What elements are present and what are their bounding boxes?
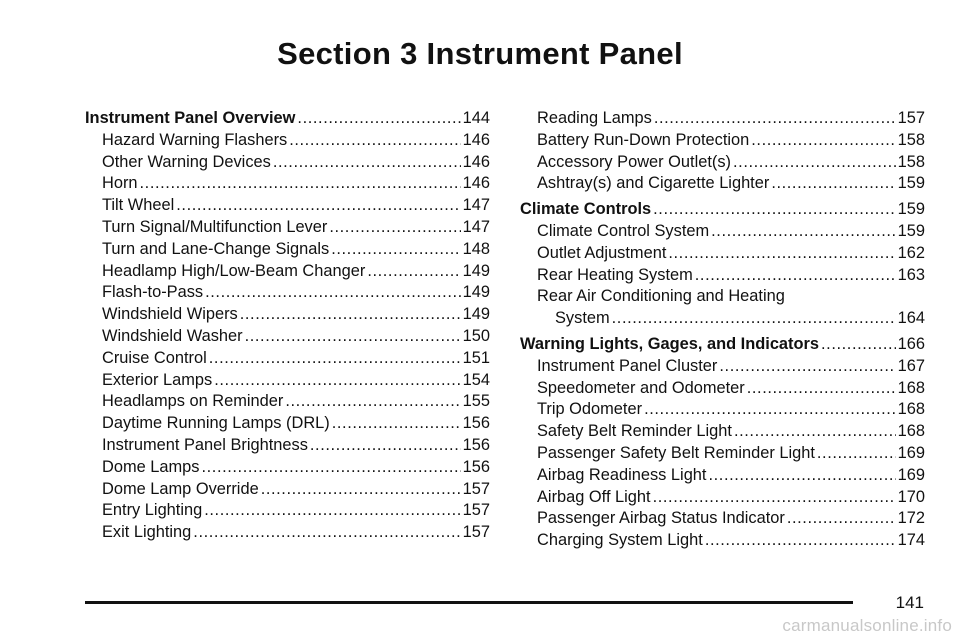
toc-leader-dots <box>733 152 896 174</box>
toc-right-column <box>520 108 925 552</box>
toc-entry <box>85 152 490 174</box>
toc-entry-page: 167 <box>897 356 925 375</box>
toc-entry-label: Instrument Panel Brightness <box>102 435 308 454</box>
toc-entry-page: 154 <box>462 370 490 389</box>
toc-leader-dots <box>209 348 461 370</box>
toc-entry <box>85 348 490 370</box>
toc-entry-label: Airbag Readiness Light <box>537 465 707 484</box>
toc-leader-dots <box>310 435 461 457</box>
toc-entry <box>520 130 925 152</box>
toc-entry-label: Horn <box>102 174 138 193</box>
toc-leader-dots <box>654 108 896 130</box>
toc-entry <box>85 479 490 501</box>
toc-entry <box>520 286 925 308</box>
toc-leader-dots <box>817 443 896 465</box>
toc-entry-label: Entry Lighting <box>102 501 203 520</box>
toc-entry <box>85 522 490 544</box>
toc-entry <box>85 457 490 479</box>
toc-entry <box>85 370 490 392</box>
toc-entry <box>520 443 925 465</box>
toc-leader-dots <box>176 195 460 217</box>
toc-entry <box>520 265 925 287</box>
toc-entry-page: 149 <box>462 305 490 324</box>
toc-entry <box>520 465 925 487</box>
toc-entry-label: Tilt Wheel <box>102 196 175 215</box>
toc-leader-dots <box>612 308 896 330</box>
toc-leader-dots <box>719 356 895 378</box>
toc-entry-page: 166 <box>897 334 925 353</box>
toc-entry-label: Turn and Lane-Change Signals <box>102 239 330 258</box>
toc-entry <box>85 217 490 239</box>
toc-entry-page: 150 <box>462 326 490 345</box>
toc-leader-dots <box>787 508 896 530</box>
toc-entry-label: Exit Lighting <box>102 523 192 542</box>
toc-leader-dots <box>653 199 895 221</box>
page-title: Section 3 Instrument Panel <box>277 36 683 71</box>
toc-leader-dots <box>705 530 896 552</box>
toc-entry <box>520 487 925 509</box>
toc-entry-label: Instrument Panel Cluster <box>537 356 718 375</box>
toc-leader-dots <box>245 326 461 348</box>
toc-entry-page: 169 <box>897 443 925 462</box>
toc-entry <box>85 195 490 217</box>
toc-entry-page: 157 <box>462 523 490 542</box>
toc-left-column <box>85 108 490 544</box>
toc-entry-page: 169 <box>897 465 925 484</box>
toc-leader-dots <box>708 465 895 487</box>
toc-leader-dots <box>653 487 896 509</box>
watermark: carmanualsonline.info <box>782 616 952 635</box>
toc-leader-dots <box>273 152 461 174</box>
toc-leader-dots <box>367 261 460 283</box>
toc-entry-page: 156 <box>462 414 490 433</box>
toc-leader-dots <box>214 370 460 392</box>
toc-entry <box>85 261 490 283</box>
toc-entry-page: 170 <box>897 487 925 506</box>
toc-entry-page: 146 <box>462 174 490 193</box>
toc-entry-page: 144 <box>462 109 490 127</box>
toc-leader-dots <box>331 239 460 261</box>
footer-rule <box>85 601 853 604</box>
toc-leader-dots <box>821 334 896 356</box>
toc-section-heading <box>520 334 925 356</box>
toc-entry <box>520 508 925 530</box>
toc-leader-dots <box>193 522 460 544</box>
toc-entry-label: Outlet Adjustment <box>537 243 667 262</box>
toc-leader-dots <box>329 217 460 239</box>
toc-section-heading <box>520 199 925 221</box>
toc-entry-label: Rear Heating System <box>537 265 693 284</box>
toc-section-heading <box>85 108 490 130</box>
toc-entry-page: 156 <box>462 435 490 454</box>
toc-entry <box>85 173 490 195</box>
toc-entry-page: 147 <box>462 196 490 215</box>
toc-leader-dots <box>261 479 461 501</box>
toc-entry-page: 147 <box>462 217 490 236</box>
toc-leader-dots <box>747 378 896 400</box>
toc-leader-dots <box>734 421 896 443</box>
toc-entry-label: Headlamps on Reminder <box>102 392 284 411</box>
toc-entry <box>520 308 925 330</box>
toc-entry-page: 159 <box>897 221 925 240</box>
toc-leader-dots <box>644 399 896 421</box>
toc-entry-label: Battery Run-Down Protection <box>537 130 750 149</box>
toc-entry-label: Flash-to-Pass <box>102 283 204 302</box>
toc-leader-dots <box>240 304 461 326</box>
toc-entry <box>520 152 925 174</box>
toc-entry <box>85 435 490 457</box>
toc-entry-label: Airbag Off Light <box>537 487 651 506</box>
toc-entry-label: Reading Lamps <box>537 109 652 127</box>
toc-leader-dots <box>695 265 896 287</box>
toc-entry-label: System <box>555 309 610 328</box>
toc-entry-page: 157 <box>897 109 925 127</box>
toc-entry-label: Warning Lights, Gages, and Indicators <box>520 334 820 353</box>
toc-entry-label: Windshield Washer <box>102 326 243 345</box>
toc-entry-label: Dome Lamp Override <box>102 479 259 498</box>
toc-entry-page: 157 <box>462 501 490 520</box>
toc-entry-label: Ashtray(s) and Cigarette Lighter <box>537 174 770 193</box>
toc-entry-label: Climate Controls <box>520 200 652 219</box>
toc-entry-label: Windshield Wipers <box>102 305 238 324</box>
toc-leader-dots <box>668 243 895 265</box>
toc-entry-label: Headlamp High/Low-Beam Changer <box>102 261 366 280</box>
toc-entry-label: Exterior Lamps <box>102 370 213 389</box>
toc-entry-label: Passenger Safety Belt Reminder Light <box>537 443 815 462</box>
toc-entry <box>520 378 925 400</box>
toc-entry <box>520 243 925 265</box>
toc-entry <box>85 282 490 304</box>
toc-entry-label: Speedometer and Odometer <box>537 378 745 397</box>
toc-entry-page: 149 <box>462 283 490 302</box>
toc-leader-dots <box>751 130 895 152</box>
toc-entry-label: Safety Belt Reminder Light <box>537 422 732 441</box>
toc-entry-label: Instrument Panel Overview <box>85 109 296 127</box>
toc-entry-page: 159 <box>897 174 925 193</box>
toc-entry-label: Other Warning Devices <box>102 152 271 171</box>
toc-leader-dots <box>289 130 460 152</box>
toc-leader-dots <box>285 391 460 413</box>
toc-leader-dots <box>711 221 895 243</box>
toc-entry <box>520 421 925 443</box>
toc-entry-page: 162 <box>897 243 925 262</box>
toc-entry-page: 164 <box>897 309 925 328</box>
toc-entry-page: 151 <box>462 348 490 367</box>
toc-entry-label: Charging System Light <box>537 531 703 550</box>
toc-entry-page: 146 <box>462 130 490 149</box>
toc-leader-dots <box>332 413 461 435</box>
toc-entry-page: 163 <box>897 265 925 284</box>
toc-entry-page: 149 <box>462 261 490 280</box>
toc-entry-page: 148 <box>462 239 490 258</box>
toc-leader-dots <box>297 108 460 130</box>
toc-entry-label: Cruise Control <box>102 348 207 367</box>
toc-entry <box>520 221 925 243</box>
toc-leader-dots <box>204 500 460 522</box>
toc-entry-label: Accessory Power Outlet(s) <box>537 152 732 171</box>
toc-entry-page: 174 <box>897 531 925 550</box>
toc-entry <box>85 413 490 435</box>
toc-entry-page: 168 <box>897 422 925 441</box>
toc-entry <box>520 173 925 195</box>
toc-entry <box>520 356 925 378</box>
toc-entry-page: 172 <box>897 509 925 528</box>
toc-entry-page: 159 <box>897 200 925 219</box>
toc-entry-page: 155 <box>462 392 490 411</box>
toc-entry <box>520 399 925 421</box>
toc-entry <box>85 130 490 152</box>
toc-leader-dots <box>205 282 461 304</box>
toc-entry-label: Trip Odometer <box>537 400 643 419</box>
toc-entry <box>85 304 490 326</box>
toc-entry-page: 157 <box>462 479 490 498</box>
toc-leader-dots <box>201 457 460 479</box>
toc-entry <box>85 391 490 413</box>
toc-entry <box>85 326 490 348</box>
toc-entry-page: 158 <box>897 152 925 171</box>
toc-entry-page: 158 <box>897 130 925 149</box>
toc-entry-label: Turn Signal/Multifunction Lever <box>102 217 328 236</box>
toc-leader-dots <box>140 173 461 195</box>
toc-entry-page: 168 <box>897 400 925 419</box>
page-number: 141 <box>895 593 924 612</box>
toc-entry <box>85 500 490 522</box>
toc-entry-page: 146 <box>462 152 490 171</box>
toc-entry-label: Climate Control System <box>537 221 710 240</box>
toc-entry-label: Hazard Warning Flashers <box>102 130 288 149</box>
toc-entry <box>520 530 925 552</box>
toc-entry <box>520 108 925 130</box>
toc-entry-page: 156 <box>462 457 490 476</box>
toc-leader-dots <box>771 173 895 195</box>
toc-entry-label: Rear Air Conditioning and Heating <box>537 287 785 306</box>
toc-entry-label: Daytime Running Lamps (DRL) <box>102 414 330 433</box>
toc-entry-label: Dome Lamps <box>102 457 200 476</box>
toc-entry-page: 168 <box>897 378 925 397</box>
toc-entry-label: Passenger Airbag Status Indicator <box>537 509 785 528</box>
toc-entry <box>85 239 490 261</box>
